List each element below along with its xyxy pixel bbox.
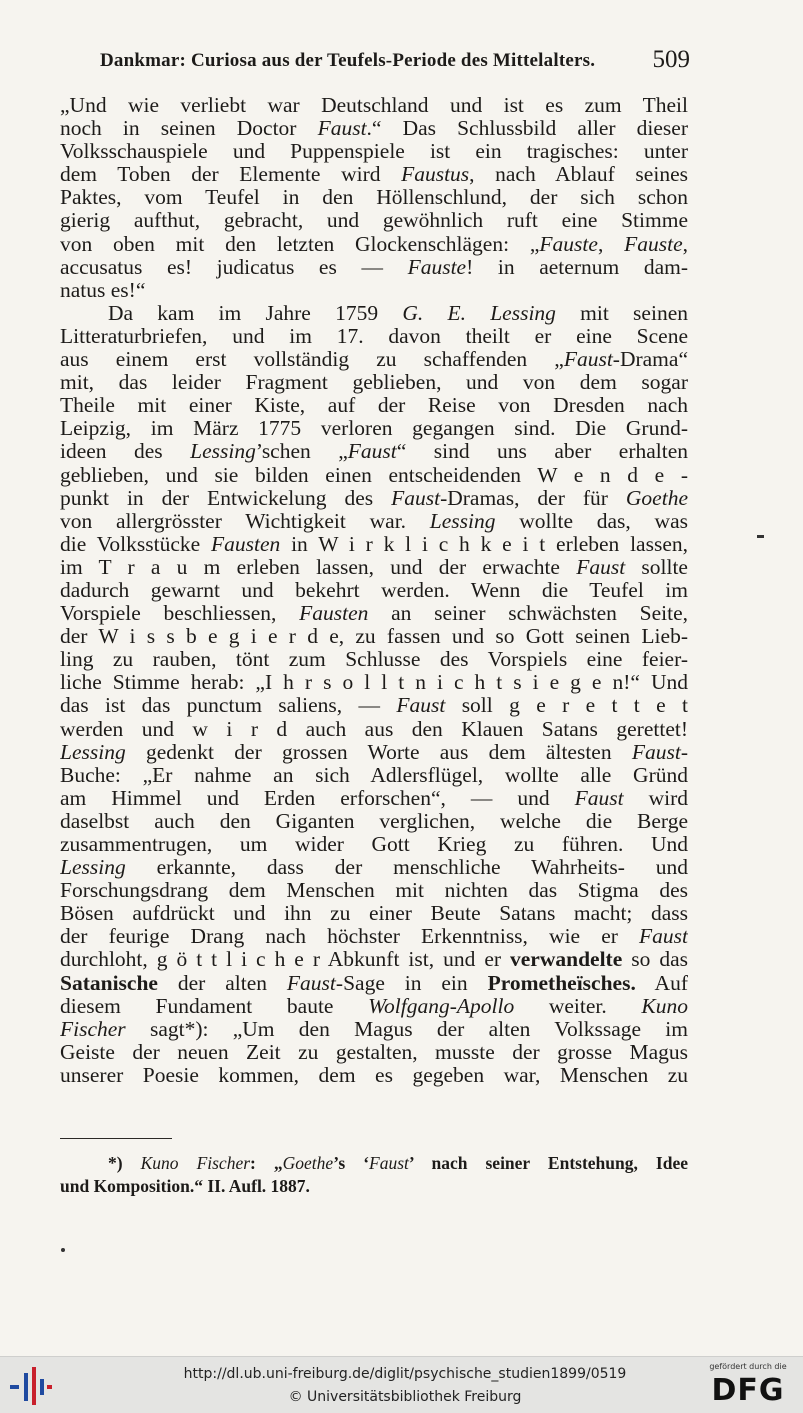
text-line: punkt in der Entwickelung des Faust-Dramas, der für Goethe — [60, 486, 688, 510]
text-line: Da kam im Jahre 1759 G. E. Lessing mit seinen — [108, 301, 688, 325]
dfg-logo: DFG — [711, 1373, 785, 1408]
text-line: gierig aufthut, gebracht, und gewöhnlich ruft eine Stimme — [60, 209, 688, 233]
text-line: accusatus es! judicatus es — Fauste! in aeternum dam- — [60, 255, 688, 279]
text-line: geblieben, und sie bilden einen entscheidenden W e n d e - — [60, 463, 688, 487]
text-line: Vorspiele beschliessen, Fausten an seiner schwächsten Seite, — [60, 602, 688, 626]
text-line: Fischer sagt*): „Um den Magus der alten Volkssage im — [60, 1017, 688, 1041]
text-line: durchloht, g ö t t l i c h e r Abkunft ist, und er verwandelte so das — [60, 948, 688, 972]
text-line: Satanische der alten Faust-Sage in ein Prometheïsches. Auf — [60, 971, 688, 995]
text-line: zusammentrugen, um wider Gott Krieg zu führen. Und — [60, 833, 688, 856]
text-line: die Volksstücke Fausten in W i r k l i c h k e i t erleben lassen, — [60, 532, 688, 556]
text-line: Paktes, vom Teufel in den Höllenschlund, der sich schon — [60, 186, 688, 210]
text-line: Lessing erkannte, dass der menschliche Wahrheits- und — [60, 856, 688, 880]
text-line: ling zu rauben, tönt zum Schlusse des Vorspiels eine feier- — [60, 648, 688, 672]
text-line: diesem Fundament baute Wolfgang-Apollo weiter. Kuno — [60, 994, 688, 1018]
funding-note: gefördert durch die — [709, 1362, 787, 1371]
text-line: werden und w i r d auch aus den Klauen Satans gerettet! — [60, 717, 688, 741]
text-line: natus es!“ — [60, 278, 146, 302]
text-line: von oben mit den letzten Glockenschlägen: „Fauste, Fauste, — [60, 232, 688, 256]
footnote-line: und Komposition.“ II. Aufl. 1887. — [60, 1176, 310, 1196]
text-line: mit, das leider Fragment geblieben, und von dem sogar — [60, 371, 688, 395]
text-line: Volksschauspiele und Puppenspiele ist ein tragisches: unter — [60, 140, 688, 164]
footnote — [60, 1152, 688, 1198]
text-line: dadurch gewarnt und bekehrt werden. Wenn die Teufel im — [60, 578, 688, 602]
text-line: im T r a u m erleben lassen, und der erwachte Faust sollte — [60, 555, 688, 579]
text-line: Forschungsdrang dem Menschen mit nichten das Stigma des — [60, 879, 688, 903]
text-line: das ist das punctum saliens, — Faust soll g e r e t t e t — [60, 694, 688, 718]
text-line: Bösen aufdrückt und ihn zu einer Beute Satans macht; dass — [60, 902, 688, 926]
text-line: liche Stimme herab: „I h r s o l l t n i c h t s i e g e n!“ Und — [60, 671, 688, 695]
footnote-rule — [60, 1138, 172, 1139]
text-line: „Und wie verliebt war Deutschland und ist es zum Theil — [60, 94, 688, 117]
copyright-text: © Universitätsbibliothek Freiburg — [288, 1389, 522, 1405]
text-line: aus einem erst vollständig zu schaffenden „Faust-Drama“ — [60, 348, 688, 372]
text-line: Geiste der neuen Zeit zu gestalten, musste der grosse Magus — [60, 1040, 688, 1064]
viewer-footer — [0, 1356, 803, 1413]
text-line: der W i s s b e g i e r d e, zu fassen und so Gott seinen Lieb- — [60, 625, 688, 649]
text-line: daselbst auch den Giganten verglichen, welche die Berge — [60, 809, 688, 833]
text-line: unserer Poesie kommen, dem es gegeben war, Menschen zu — [60, 1063, 688, 1087]
text-line: Buche: „Er nahme an sich Adlersflügel, wollte alle Gründ — [60, 763, 688, 787]
permalink-url[interactable]: http://dl.ub.uni-freiburg.de/diglit/psychische_studien1899/0519 — [183, 1366, 627, 1382]
text-line: der feurige Drang nach höchster Erkenntniss, wie er Faust — [60, 925, 688, 949]
text-line: Litteraturbriefen, und im 17. davon theilt er eine Scene — [60, 324, 688, 348]
margin-dot — [61, 1248, 65, 1252]
library-logo-icon — [10, 1367, 52, 1405]
body-text — [60, 94, 688, 1087]
page-number: 509 — [652, 46, 690, 73]
text-line: Lessing gedenkt der grossen Worte aus dem ältesten Faust- — [60, 740, 688, 764]
text-line: am Himmel und Erden erforschen“, — und Faust wird — [60, 786, 688, 810]
text-line: von allergrösster Wichtigkeit war. Lessing wollte das, was — [60, 509, 688, 533]
text-line: noch in seinen Doctor Faust.“ Das Schlussbild aller dieser — [60, 117, 688, 141]
margin-mark — [757, 535, 764, 538]
text-line: ideen des Lessing’schen „Faust“ sind uns aber erhalten — [60, 440, 688, 464]
running-title: Dankmar: Curiosa aus der Teufels-Periode des Mittelalters. — [100, 50, 596, 71]
text-line: dem Toben der Elemente wird Faustus, nach Ablauf seines — [60, 163, 688, 187]
text-line: Leipzig, im März 1775 verloren gegangen sind. Die Grund- — [60, 417, 688, 441]
footnote-line: *) Kuno Fischer: „Goethe’s ‘Faust’ nach seiner Entstehung, Idee — [108, 1153, 688, 1173]
page-header — [100, 46, 690, 78]
text-line: Theile mit einer Kiste, auf der Reise von Dresden nach — [60, 394, 688, 418]
